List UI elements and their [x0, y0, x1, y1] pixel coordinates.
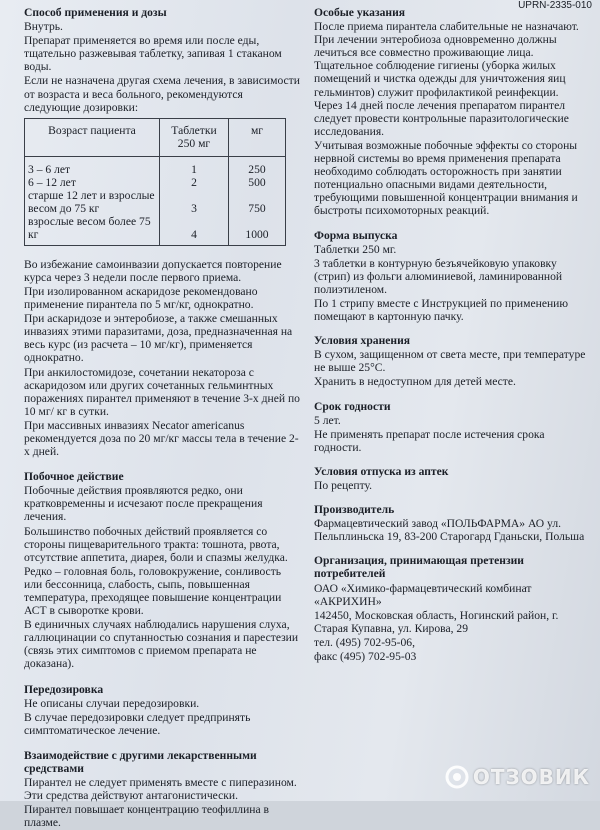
column-header-age: Возраст пациента [25, 118, 160, 156]
method-heading: Способ применения и дозы [24, 6, 167, 19]
manufacturer-heading: Производитель [314, 503, 395, 517]
cell-mg: 1000 [245, 227, 269, 241]
overdose-heading: Передозировка [24, 682, 104, 696]
method-paragraph: Препарат применяется во время или после еды, тщательно разжевывая таблетку, запивая 1 стаканом воды. [24, 34, 282, 74]
method-route: Внутрь. [24, 20, 63, 34]
cell-age: старше 12 лет и взрослые весом до 75 кг [28, 188, 155, 215]
right-column [314, 6, 586, 663]
side-effects-paragraph: Редко – головная боль, головокружение, сонливость или бессонница, слабость, сыпь, повышенная температура, преходящее повышение концентрации АСТ в сыворотке крови. [24, 564, 282, 618]
cell-age: 3 – 6 лет [28, 162, 71, 176]
column-header-tablets: Таблетки 250 мг [160, 118, 229, 156]
overdose-paragraph: Не описаны случаи передозировки. [24, 696, 200, 710]
otzovik-watermark [445, 765, 590, 789]
shelf-life-heading: Срок годности [314, 399, 391, 413]
watermark-text: ОТЗОВИК [472, 765, 590, 789]
manufacturer-paragraph: Фармацевтический завод «ПОЛЬФАРМА» АО ул. Пельплиньска 19, 83-200 Старогард Гданьски, Польша [314, 517, 585, 544]
otzovik-logo-icon [445, 765, 469, 789]
dosage-table [24, 118, 286, 246]
left-column [24, 6, 302, 830]
release-form-paragraph: Таблетки 250 мг. [314, 242, 397, 256]
dosage-note: При анкилостомидозе, сочетании некатороза с аскаридозом или других сочетанных гельминтных поражениях пирантел применяют в течение 3-х дней по 10 мг/ кг в сутки. [24, 365, 300, 418]
side-effects-paragraph: В единичных случаях наблюдались нарушения слуха, галлюцинации со спутанностью сознания и парестезии (связь этих симптомов с приемом препарата не доказана). [24, 618, 299, 671]
method-paragraph: Если не назначена другая схема лечения, в зависимости от возраста и веса больного, рекомендуются следующие дозировки: [24, 74, 300, 114]
interactions-heading: Взаимодействие с другими лекарственными средствами [24, 748, 257, 776]
overdose-paragraph: В случае передозировки следует предпринять симптоматическое лечение. [24, 710, 251, 737]
column-header-mg: мг [229, 118, 286, 156]
side-effects-heading: Побочное действие [24, 470, 124, 484]
claims-fax: факс (495) 702-95-03 [314, 650, 417, 664]
table-row [25, 156, 286, 245]
shelf-life-paragraph: 5 лет. [314, 413, 341, 427]
claims-phone: тел. (495) 702-95-06, [314, 635, 416, 649]
interactions-paragraph: Пирантел не следует применять вместе с пиперазином. Эти средства действуют антагонистически. [24, 776, 297, 803]
claims-organization: ОАО «Химико-фармацевтический комбинат «АКРИХИН» [314, 581, 532, 608]
cell-tablets: 4 [191, 227, 197, 241]
side-effects-paragraph: Большинство побочных действий проявляется со стороны пищеварительного тракта: тошнота, рвота, отсутствие аппетита, диарея, боли и спазмы желудка. [24, 524, 288, 564]
storage-heading: Условия хранения [314, 334, 411, 348]
cell-mg: 250 [248, 162, 266, 176]
claims-heading: Организация, принимающая претензии потребителей [314, 554, 524, 581]
cell-tablets: 1 [191, 162, 197, 176]
cell-age: 6 – 12 лет [28, 175, 76, 189]
dispensing-heading: Условия отпуска из аптек [314, 464, 449, 478]
dispensing-paragraph: По рецепту. [314, 479, 373, 492]
storage-paragraph: В сухом, защищенном от света месте, при температуре не выше 25°С. [314, 348, 586, 375]
claims-address: 142450, Московская область, Ногинский район, г. Старая Купавна, ул. Кирова, 29 [314, 608, 559, 635]
interactions-paragraph: Пирантел повышает концентрацию теофиллина в плазме. [24, 803, 270, 830]
release-form-paragraph: 3 таблетки в контурную безъячейковую упаковку (стрип) из фольги алюминиевой, ламинированной полиэтиленом. [314, 256, 563, 296]
dosage-note: При аскаридозе и энтеробиозе, а также смешанных инвазиях этими паразитами, доза, предназначенная на весь курс (из расчета – 10 мг/кг), применяется однократно. [24, 312, 293, 365]
cell-age: взрослые весом более 75 кг [28, 214, 151, 241]
release-form-paragraph: По 1 стрипу вместе с Инструкцией по применению помещают в картонную пачку. [314, 296, 569, 324]
cell-mg: 500 [248, 175, 266, 189]
special-instructions-paragraph: Учитывая возможные побочные эффекты со стороны нервной системы во время применения препарата необходимо соблюдать осторожность при занятии потенциально опасными видами деятельности, требующими повышенной концентрации внимания и быстроты психомоторных реакций. [314, 138, 578, 218]
dosage-note: При массивных инвазиях Necator americanus рекомендуется доза по 20 мг/кг массы тела в течение 2-х дней. [24, 418, 299, 459]
shelf-life-paragraph: Не применять препарат после истечения срока годности. [314, 427, 545, 454]
cell-tablets: 2 [191, 175, 197, 189]
cell-tablets: 3 [191, 201, 197, 215]
special-instructions-paragraph: После приема пирантела слабительные не назначают. При лечении энтеробиоза одновременно должны лечиться все совместно проживающие лица. Тщательное соблюдение гигиены (уборка жилых помещений и чистка одежды для уничтожения яиц гельминтов) служит профилактикой реинфекции. Через 14 дней после лечения препаратом пирантел следует провести контрольные паразитологические исследования. [314, 20, 579, 138]
storage-paragraph: Хранить в недоступном для детей месте. [314, 375, 516, 389]
cell-mg: 750 [248, 201, 266, 215]
document-code: UPRN-2335-010 [518, 0, 592, 11]
table-header-row [25, 118, 286, 156]
dosage-note: Во избежание самоинвазии допускается повторение курса через 3 недели после первого приема. [24, 257, 282, 284]
side-effects-paragraph: Побочные действия проявляются редко, они кратковременны и исчезают после прекращения лечения. [24, 484, 263, 524]
special-instructions-heading: Особые указания [314, 6, 406, 19]
release-form-heading: Форма выпуска [314, 228, 398, 242]
dosage-note: При изолированном аскаридозе рекомендовано применение пирантела по 5 мг/кг, однократно. [24, 284, 258, 312]
